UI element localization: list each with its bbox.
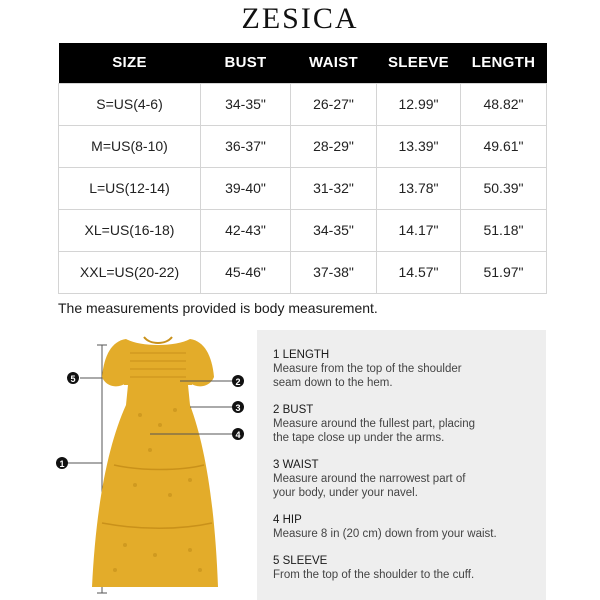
definition-length <box>273 348 533 390</box>
svg-text:2: 2 <box>235 377 241 387</box>
measurement-note: The measurements provided is body measurement. <box>58 300 378 316</box>
cell-length: 51.18" <box>461 209 547 251</box>
definition-title: 2 BUST <box>273 404 314 416</box>
cell-length: 51.97" <box>461 251 547 293</box>
brand-logo: ZESICA <box>241 2 359 35</box>
dress-drawing <box>40 325 255 600</box>
cell-bust: 42-43" <box>201 209 291 251</box>
cell-length: 48.82" <box>461 83 547 125</box>
cell-bust: 39-40" <box>201 167 291 209</box>
svg-text:5: 5 <box>70 374 76 384</box>
definition-desc: Measure from the top of the shoulder <box>273 363 462 375</box>
cell-size: XL=US(16-18) <box>59 209 201 251</box>
definition-title: 5 SLEEVE <box>273 555 328 567</box>
cell-size: XXL=US(20-22) <box>59 251 201 293</box>
cell-waist: 26-27" <box>291 83 377 125</box>
cell-waist: 28-29" <box>291 125 377 167</box>
dress-illustration <box>40 325 255 600</box>
measurement-guide-panel <box>257 330 546 600</box>
cell-sleeve: 12.99" <box>377 83 461 125</box>
marker-1 <box>56 457 68 469</box>
definition-desc: seam down to the hem. <box>273 377 393 389</box>
cell-bust: 45-46" <box>201 251 291 293</box>
cell-sleeve: 14.17" <box>377 209 461 251</box>
header-size: SIZE <box>59 43 201 83</box>
definition-sleeve <box>273 554 533 582</box>
svg-text:4: 4 <box>235 430 241 440</box>
cell-waist: 31-32" <box>291 167 377 209</box>
definition-desc: From the top of the shoulder to the cuff. <box>273 569 475 581</box>
cell-sleeve: 13.39" <box>377 125 461 167</box>
definition-hip <box>273 513 533 541</box>
table-row <box>59 167 547 209</box>
header-waist: WAIST <box>291 43 377 83</box>
size-chart-table <box>58 43 547 294</box>
cell-size: M=US(8-10) <box>59 125 201 167</box>
cell-length: 50.39" <box>461 167 547 209</box>
definition-bust <box>273 403 533 445</box>
cell-length: 49.61" <box>461 125 547 167</box>
marker-3 <box>232 401 244 413</box>
definition-title: 1 LENGTH <box>273 349 330 361</box>
definition-title: 4 HIP <box>273 514 302 526</box>
definition-desc: your body, under your navel. <box>273 487 418 499</box>
cell-bust: 34-35" <box>201 83 291 125</box>
table-row <box>59 251 547 293</box>
cell-size: L=US(12-14) <box>59 167 201 209</box>
dress-left-sleeve <box>102 339 126 386</box>
definition-desc: Measure around the fullest part, placing <box>273 418 476 430</box>
svg-text:3: 3 <box>235 403 241 413</box>
cell-size: S=US(4-6) <box>59 83 201 125</box>
marker-5 <box>67 372 79 384</box>
header-bust: BUST <box>201 43 291 83</box>
definition-desc: Measure around the narrowest part of <box>273 473 466 485</box>
table-row <box>59 125 547 167</box>
table-row <box>59 209 547 251</box>
header-length: LENGTH <box>461 43 547 83</box>
dress-bodice <box>124 339 192 385</box>
table-row <box>59 83 547 125</box>
marker-4 <box>232 428 244 440</box>
dress-right-sleeve <box>190 339 214 386</box>
definition-waist <box>273 458 533 500</box>
definition-title: 3 WAIST <box>273 459 319 471</box>
cell-sleeve: 14.57" <box>377 251 461 293</box>
header-sleeve: SLEEVE <box>377 43 461 83</box>
svg-text:1: 1 <box>59 459 65 469</box>
marker-2 <box>232 375 244 387</box>
cell-waist: 37-38" <box>291 251 377 293</box>
definition-desc: Measure 8 in (20 cm) down from your waist. <box>273 528 497 540</box>
cell-bust: 36-37" <box>201 125 291 167</box>
definition-desc: the tape close up under the arms. <box>273 432 445 444</box>
cell-sleeve: 13.78" <box>377 167 461 209</box>
cell-waist: 34-35" <box>291 209 377 251</box>
table-header-row <box>59 43 547 83</box>
